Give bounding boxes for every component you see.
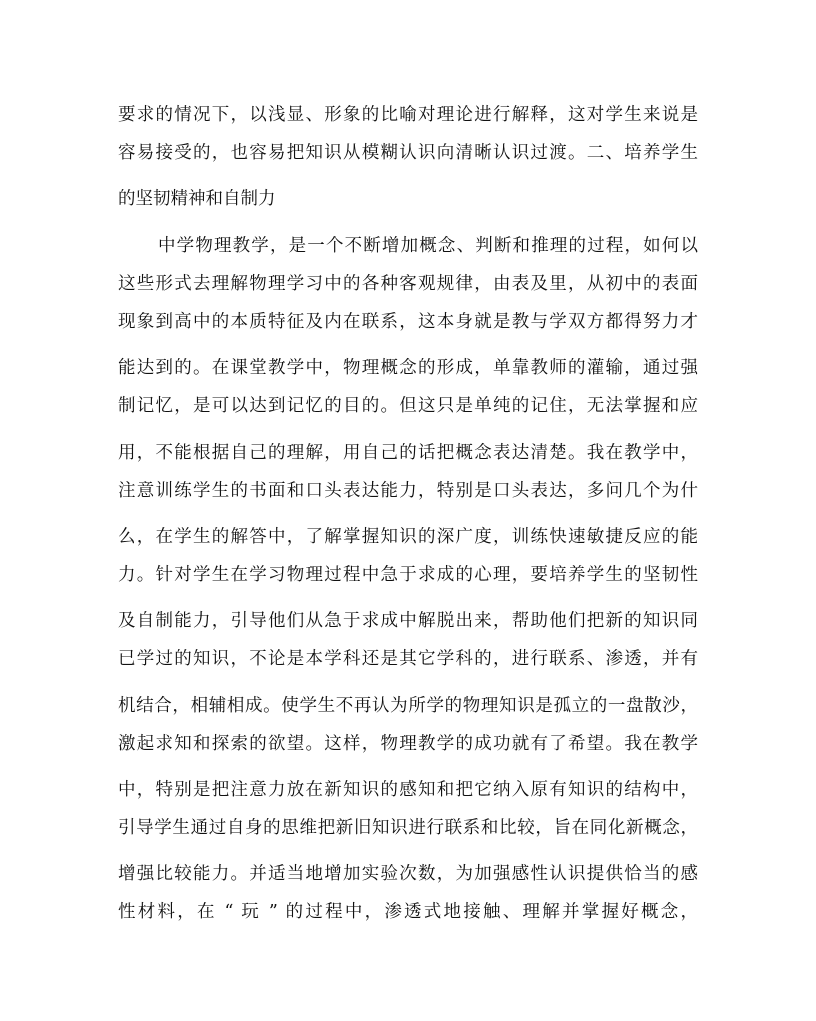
text-line: 能达到的。在课堂教学中，物理概念的形成，单靠教师的灌输，通过强 [118, 358, 698, 378]
text-line: 注意训练学生的书面和口头表达能力，特别是口头表达，多问几个为什 [118, 481, 698, 501]
text-line: 已学过的知识，不论是本学科还是其它学科的，进行联系、渗透，并有 [118, 649, 698, 669]
paragraph-first-line: 中学物理教学，是一个不断增加概念、判断和推理的过程，如何以 [158, 236, 698, 256]
text-line: 激起求知和探索的欲望。这样，物理教学的成功就有了希望。我在教学 [118, 734, 698, 754]
text-line: 机结合，相辅相成。使学生不再认为所学的物理知识是孤立的一盘散沙， [118, 696, 698, 716]
text-line: 中，特别是把注意力放在新知识的感知和把它纳入原有知识的结构中， [118, 780, 698, 800]
text-line: 及自制能力，引导他们从急于求成中解脱出来，帮助他们把新的知识同 [118, 611, 698, 631]
text-line: 引导学生通过自身的思维把新旧知识进行联系和比较，旨在同化新概念， [118, 818, 698, 838]
text-line: 用，不能根据自己的理解，用自己的话把概念表达清楚。我在教学中， [118, 443, 698, 463]
text-line: 容易接受的，也容易把知识从模糊认识向清晰认识过渡。二、培养学生 [118, 143, 698, 163]
text-line: 这些形式去理解物理学习中的各种客观规律，由表及里，从初中的表面 [118, 274, 698, 294]
text-line: 要求的情况下，以浅显、形象的比喻对理论进行解释，这对学生来说是 [118, 105, 698, 125]
text-line: 制记忆，是可以达到记忆的目的。但这只是单纯的记住，无法掌握和应 [118, 396, 698, 416]
text-line: 性材料，在 “ 玩 ” 的过程中，渗透式地接触、理解并掌握好概念， [118, 902, 698, 922]
text-line: 么，在学生的解答中，了解掌握知识的深广度，训练快速敏捷反应的能 [118, 527, 698, 547]
text-line: 增强比较能力。并适当地增加实验次数，为加强感性认识提供恰当的感 [118, 864, 698, 884]
text-line: 力。针对学生在学习物理过程中急于求成的心理，要培养学生的坚韧性 [118, 565, 698, 585]
section-heading-line: 的坚韧精神和自制力 [118, 189, 276, 209]
text-line: 现象到高中的本质特征及内在联系，这本身就是教与学双方都得努力才 [118, 312, 698, 332]
